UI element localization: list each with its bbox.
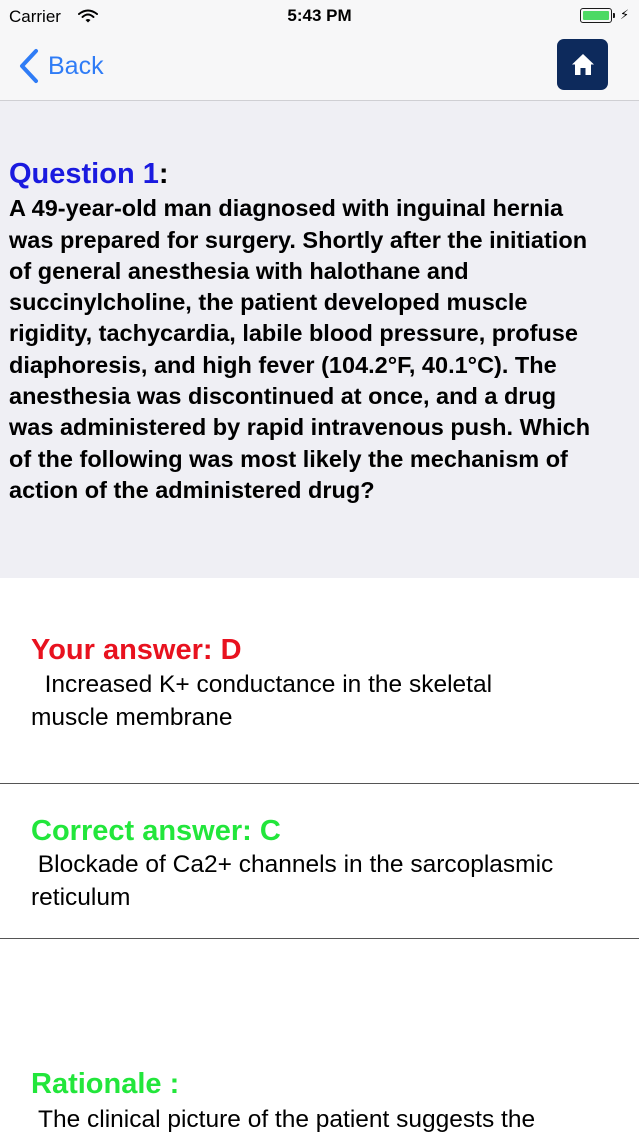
your-answer-label: Your answer: D <box>31 634 242 666</box>
correct-answer-card <box>0 784 639 939</box>
question-line: diaphoresis, and high fever (104.2°F, 40.1°C). The <box>9 351 557 378</box>
back-button[interactable] <box>18 46 104 86</box>
status-bar <box>0 0 639 34</box>
correct-answer-label: Correct answer: C <box>31 815 281 847</box>
question-text <box>9 193 639 506</box>
question-line: action of the administered drug? <box>9 476 375 503</box>
question-title-text: Question 1 <box>9 158 159 190</box>
your-answer-text <box>31 668 492 734</box>
correct-answer-text <box>31 848 553 914</box>
question-block <box>9 159 639 506</box>
your-answer-card <box>0 578 639 784</box>
rationale-text: The clinical picture of the patient suggests the <box>38 1106 536 1133</box>
question-line: of general anesthesia with halothane and <box>9 257 469 284</box>
question-line: succinylcholine, the patient developed muscle <box>9 289 528 316</box>
rationale-label: Rationale : <box>31 1068 180 1100</box>
status-time: 5:43 PM <box>287 6 352 25</box>
your-answer-line: muscle membrane <box>31 704 233 731</box>
chevron-left-icon <box>18 48 40 84</box>
home-button[interactable] <box>557 39 608 90</box>
correct-answer-line: Blockade of Ca2+ channels in the sarcoplasmic <box>31 851 554 878</box>
carrier-label: Carrier <box>9 7 61 26</box>
back-button-label: Back <box>48 51 104 80</box>
question-title-colon: : <box>158 158 169 190</box>
battery-nub <box>613 13 615 18</box>
your-answer-line: Increased K+ conductance in the skeletal <box>31 671 493 698</box>
correct-answer-line: reticulum <box>31 884 131 911</box>
battery-icon <box>580 8 612 23</box>
question-title <box>9 159 639 190</box>
question-line: A 49-year-old man diagnosed with inguinal hernia <box>9 195 564 222</box>
question-panel <box>0 101 639 578</box>
question-line: was administered by rapid intravenous push. Which <box>9 414 591 441</box>
question-line: was prepared for surgery. Shortly after the initiation <box>9 226 588 253</box>
top-bar <box>0 0 639 101</box>
question-line: anesthesia was discontinued at once, and a drug <box>9 383 557 410</box>
question-line: of the following was most likely the mechanism of <box>9 445 568 472</box>
home-icon <box>570 52 596 78</box>
charging-bolt-icon: ⚡︎ <box>620 7 630 22</box>
question-line: rigidity, tachycardia, labile blood pressure, profuse <box>9 320 578 347</box>
